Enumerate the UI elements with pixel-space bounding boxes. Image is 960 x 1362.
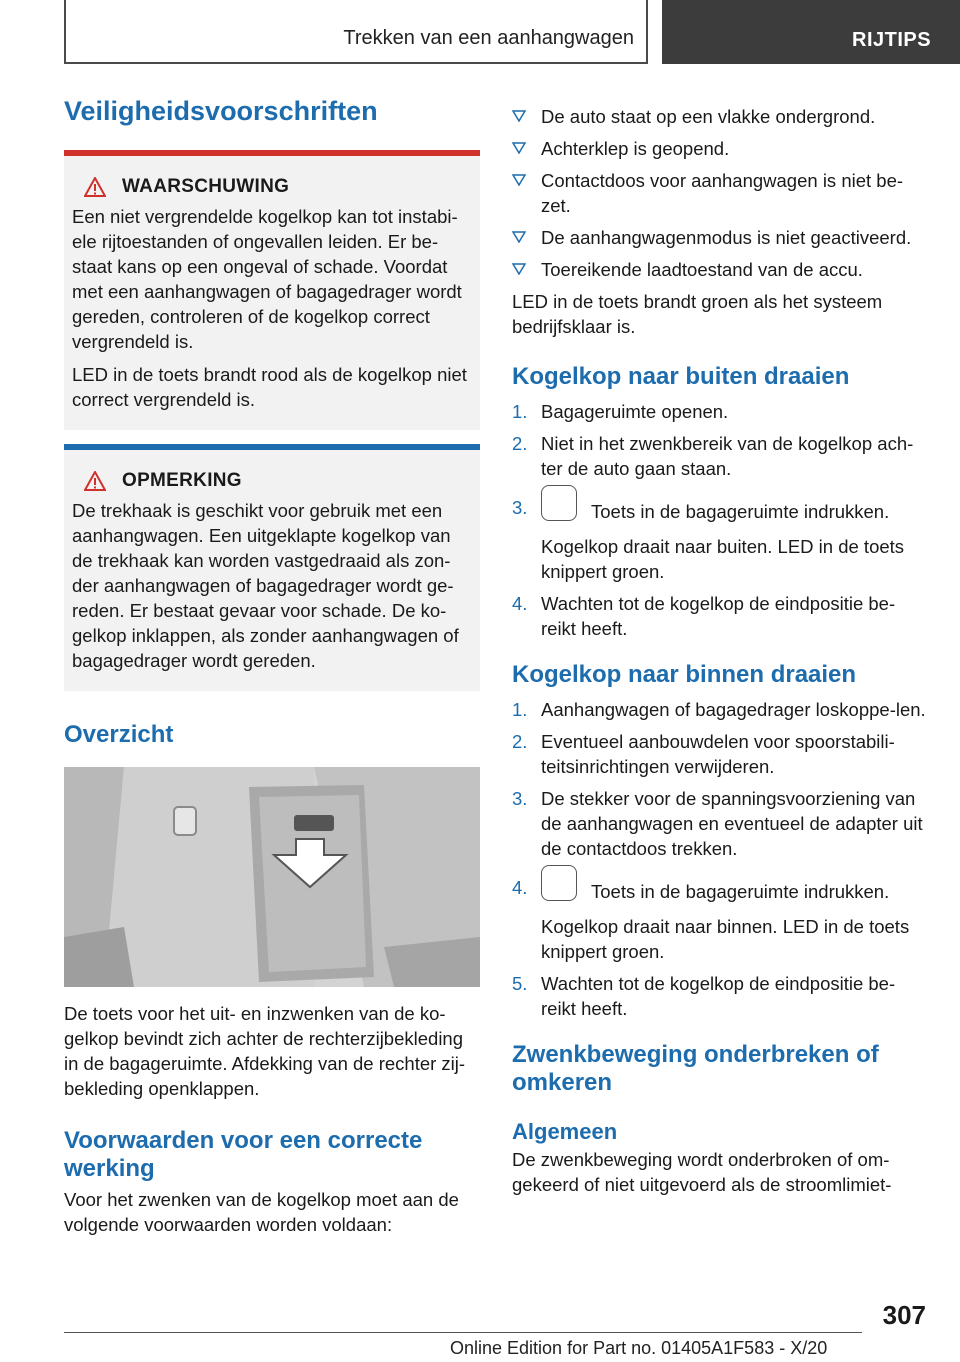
left-column — [64, 96, 480, 1237]
out-steps — [512, 399, 926, 641]
interrupt-heading: Zwenkbeweging onderbreken of omkeren — [512, 1041, 879, 1096]
step-item: 2. Niet in het zwenkbereik van de kogelkop ach-ter de auto gaan staan. — [512, 433, 914, 479]
conditions-intro: Voor het zwenken van de kogelkop moet aan de volgende voorwaarden worden voldaan: — [64, 1189, 459, 1235]
trunk-photo — [64, 767, 480, 987]
triangle-bullet-icon — [512, 142, 526, 154]
note-box — [64, 444, 480, 691]
in-heading: Kogelkop naar binnen draaien — [512, 661, 857, 688]
condition-item: De aanhangwagenmodus is niet geactiveerd. — [512, 225, 926, 250]
note-text: De trekhaak is geschikt voor gebruik met een aanhangwagen. Een uitgeklapte kogelkop van de trekhaak kan worden vastgedraaid als zon-der aanhangwagen of bagagedrager wordt ge-reden. Er bestaat gevaar voor schade. De ko-gelkop inklappen, als zonder aanhangwagen of bagagedrager wordt gereden. — [72, 500, 459, 671]
out-heading: Kogelkop naar buiten draaien — [512, 363, 850, 390]
step-item: 1. Bagageruimte openen. — [512, 401, 729, 422]
condition-item: Contactdoos voor aanhangwagen is niet be-zet. — [512, 168, 926, 218]
triangle-bullet-icon — [512, 263, 526, 275]
safety-heading: Veiligheidsvoorschriften — [64, 96, 378, 126]
triangle-bullet-icon — [512, 231, 526, 243]
trailer-hitch-button-icon — [541, 485, 577, 521]
warning-label: WAARSCHUWING — [122, 176, 290, 197]
overview-heading: Overzicht — [64, 721, 174, 748]
condition-item: De auto staat op een vlakke ondergrond. — [512, 104, 926, 129]
step-item: 4. Wachten tot de kogelkop de eindpositie be-reikt heeft. — [512, 593, 896, 639]
step-item: 5. Wachten tot de kogelkop de eindpositie be-reikt heeft. — [512, 973, 896, 1019]
footer-divider — [64, 1332, 862, 1333]
triangle-bullet-icon — [512, 110, 526, 122]
step-item: 3. De stekker voor de spanningsvoorziening van de aanhangwagen en eventueel de adapter uit de contactdoos trekken. — [512, 788, 923, 859]
step-note: Kogelkop draait naar binnen. LED in de toets knippert groen. — [541, 916, 910, 962]
conditions-list — [512, 104, 926, 282]
step-item: 4. Toets in de bagageruimte indrukken. Kogelkop draait naar binnen. LED in de toets knippert groen. — [512, 875, 926, 964]
edition-text: Online Edition for Part no. 01405A1F583 - X/20 — [450, 1338, 828, 1358]
warning-led-text: LED in de toets brandt rood als de kogelkop niet correct vergrendeld is. — [72, 364, 467, 410]
condition-item: Achterklep is geopend. — [512, 136, 926, 161]
step-note: Kogelkop draait naar buiten. LED in de toets knippert groen. — [541, 536, 905, 582]
triangle-bullet-icon — [512, 174, 526, 186]
trailer-hitch-button-icon — [541, 865, 577, 901]
chapter-title: RIJTIPS — [852, 29, 932, 51]
general-text: De zwenkbeweging wordt onderbroken of om-gekeerd of niet uitgevoerd als de stroomlimiet- — [512, 1149, 892, 1195]
page-number: 307 — [882, 1300, 926, 1330]
step-item: 3. Toets in de bagageruimte indrukken. Kogelkop draait naar buiten. LED in de toets knippert groen. — [512, 495, 926, 584]
trunk-illustration — [64, 767, 480, 987]
general-heading: Algemeen — [512, 1119, 618, 1144]
warning-triangle-icon — [84, 177, 106, 197]
section-title: Trekken van een aanhangwagen — [343, 27, 634, 49]
step-item: 1. Aanhangwagen of bagagedrager loskoppe-len. — [512, 699, 926, 720]
step-item: 2. Eventueel aanbouwdelen voor spoorstabili-teitsinrichtingen verwijderen. — [512, 731, 895, 777]
running-header-chapter — [662, 0, 960, 64]
note-label: OPMERKING — [122, 470, 242, 491]
note-triangle-icon — [84, 471, 106, 491]
in-steps — [512, 697, 926, 1021]
overview-text: De toets voor het uit- en inzwenken van de ko-gelkop bevindt zich achter de rechterzijbekleding in de bagageruimte. Afdekking van de rechter zij-bekleding openklappen. — [64, 1003, 466, 1099]
warning-box — [64, 150, 480, 430]
condition-item: Toereikende laadtoestand van de accu. — [512, 257, 926, 282]
running-header-section — [64, 0, 648, 64]
led-ready-text: LED in de toets brandt groen als het systeem bedrijfsklaar is. — [512, 291, 883, 337]
conditions-heading: Voorwaarden voor een correcte werking — [64, 1127, 423, 1182]
warning-text: Een niet vergrendelde kogelkop kan tot instabi-ele rijtoestanden of ongevallen leiden. Er be-staat kans op een ongeval of schade. Voordat met een aanhangwagen of bagagedrager wordt gereden, controleren of de kogelkop correct vergrendeld is. — [72, 206, 462, 352]
right-column — [512, 104, 926, 1197]
